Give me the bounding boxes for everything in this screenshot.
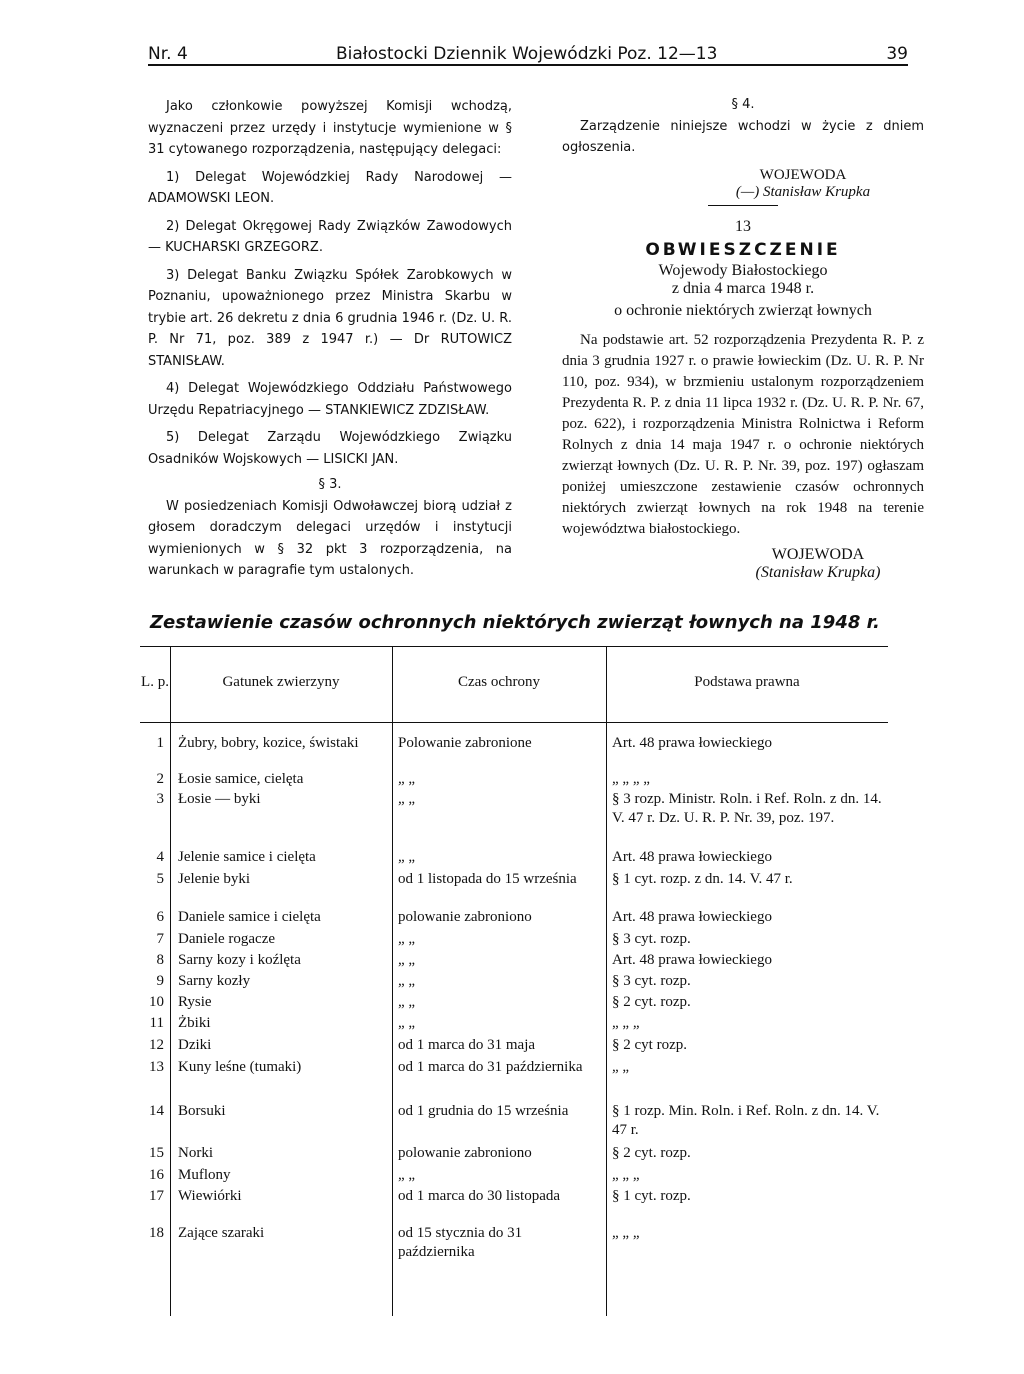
cell-species: Dziki xyxy=(178,1037,212,1053)
cell-lp: 6 xyxy=(156,909,164,925)
cell-lp: 8 xyxy=(156,952,164,968)
cell-period: od 1 grudnia do 15 września xyxy=(398,1103,569,1119)
cell-lp: 2 xyxy=(156,771,164,787)
signature-1-title: WOJEWODA xyxy=(759,166,847,183)
announcement-title: OBWIESZCZENIE xyxy=(645,239,841,260)
cell-lp: 7 xyxy=(156,931,164,947)
cell-lp: 12 xyxy=(149,1037,164,1053)
cell-basis: § 3 cyt. rozp. xyxy=(612,931,691,947)
cell-lp: 18 xyxy=(149,1225,164,1241)
cell-species: Zające szaraki xyxy=(178,1225,265,1241)
cell-period: „ „ xyxy=(398,931,416,947)
col-rule-3 xyxy=(606,646,607,1316)
announcement-body xyxy=(562,330,924,540)
cell-lp: 16 xyxy=(149,1167,164,1183)
delegate-item-4: 4) Delegat Wojewódzkiego Oddziału Państwowego Urzędu Repatriacyjnego — STANKIEWICZ ZDZISŁAW. xyxy=(148,381,512,418)
header-period: Czas ochrony xyxy=(457,674,541,690)
header-rule xyxy=(148,64,908,66)
header-species: Gatunek zwierzyny xyxy=(222,674,340,690)
col-rule-2 xyxy=(392,646,393,1316)
cell-period: „ „ xyxy=(398,973,416,989)
cell-species: Muflony xyxy=(178,1167,231,1183)
cell-species: Sarny kozy i koźlęta xyxy=(178,952,301,968)
section-4-heading: § 4. xyxy=(731,97,755,112)
cell-period: od 1 marca do 30 listopada xyxy=(398,1188,561,1204)
cell-lp: 9 xyxy=(156,973,164,989)
cell-species: Daniele rogacze xyxy=(178,931,276,947)
cell-period: „ „ xyxy=(398,1167,416,1183)
issue-number: Nr. 4 xyxy=(148,44,188,64)
cell-period: od 1 marca do 31 maja xyxy=(398,1037,536,1053)
cell-basis: Art. 48 prawa łowieckiego xyxy=(612,952,772,968)
left-column xyxy=(148,96,512,582)
cell-basis: „ „ „ „ xyxy=(612,771,650,787)
cell-species: Norki xyxy=(178,1145,213,1161)
cell-basis: Art. 48 prawa łowieckiego xyxy=(612,735,772,751)
cell-basis: § 1 cyt. rozp. xyxy=(612,1188,691,1204)
cell-period: „ „ xyxy=(398,952,416,968)
cell-period: Polowanie zabronione xyxy=(398,735,532,751)
signature-1-name: (—) Stanisław Krupka xyxy=(735,183,871,200)
cell-basis: „ „ „ xyxy=(612,1225,640,1241)
cell-species: Sarny kozły xyxy=(178,973,251,989)
cell-species: Żbiki xyxy=(178,1015,211,1031)
announcement-issuer: Wojewody Białostockiego xyxy=(658,261,828,279)
cell-species: Rysie xyxy=(178,994,212,1010)
cell-lp: 15 xyxy=(149,1145,164,1161)
cell-lp: 17 xyxy=(149,1188,164,1204)
cell-period: polowanie zabroniono xyxy=(398,909,532,925)
cell-lp: 3 xyxy=(156,791,164,807)
running-header xyxy=(148,40,908,64)
cell-species: Borsuki xyxy=(178,1103,226,1119)
cell-basis: § 1 rozp. Min. Roln. i Ref. Roln. z dn. 14. V. 47 r. xyxy=(612,1103,880,1138)
separator-rule xyxy=(708,205,778,206)
header-basis: Podstawa prawna xyxy=(694,674,800,690)
announcement-body-text: Na podstawie art. 52 rozporządzenia Prezydenta R. P. z dnia 3 grudnia 1927 r. o prawie łowieckim (Dz. U. R. P. Nr 110, poz. 934), w brzmieniu ustalonym rozporządzeniem Prezydenta R. P. z dnia 11 lipca 1932 r. (Dz. U. R. P. Nr. 67, poz. 622), i rozporządzenia Ministra Rolnictwa i Reform Rolnych z dnia 14 maja 1947 r. o ochronie niektórych zwierząt łownych (Dz. U. R. P. Nr. 39, poz. 197) ogłaszam poniżej umieszczone zestawienie czasów ochronnych niektórych zwierząt łownych na rok 1948 na terenie województwa białostockiego. xyxy=(562,331,924,537)
announcement-number: 13 xyxy=(735,217,751,235)
delegate-item-1: 1) Delegat Wojewódzkiej Rady Narodowej — ADAMOWSKI LEON. xyxy=(148,169,512,206)
col-rule-1 xyxy=(170,646,171,1316)
cell-lp: 13 xyxy=(149,1059,164,1075)
cell-basis: § 2 cyt. rozp. xyxy=(612,994,691,1010)
cell-period: „ „ xyxy=(398,994,416,1010)
table-title: Zestawienie czasów ochronnych niektórych zwierząt łownych na 1948 r. xyxy=(150,612,880,633)
cell-species: Jelenie samice i cielęta xyxy=(178,849,316,865)
cell-period: „ „ xyxy=(398,1015,416,1031)
cell-basis: § 3 cyt. rozp. xyxy=(612,973,691,989)
right-column xyxy=(562,94,924,582)
delegate-item-3: 3) Delegat Banku Związku Spółek Zarobkowych w Poznaniu, upoważnionego przez Ministra Skarbu w trybie art. 26 dekretu z dnia 6 grudnia 1946 r. (Dz. U. R. P. Nr 71, poz. 389 z 1947 r.) — Dr RUTOWICZ STANISŁAW. xyxy=(148,267,512,369)
protection-periods-table xyxy=(140,646,888,1316)
cell-basis: „ „ „ xyxy=(612,1015,640,1031)
cell-basis: „ „ „ xyxy=(612,1167,640,1183)
cell-lp: 14 xyxy=(149,1103,164,1119)
cell-lp: 10 xyxy=(149,994,164,1010)
cell-species: Jelenie byki xyxy=(178,871,251,887)
signature-2-name: (Stanisław Krupka) xyxy=(755,563,881,581)
cell-basis: Art. 48 prawa łowieckiego xyxy=(612,849,772,865)
cell-species: Daniele samice i cielęta xyxy=(178,909,321,925)
page-number: 39 xyxy=(886,44,908,64)
section-4 xyxy=(562,94,924,159)
cell-period: „ „ xyxy=(398,791,416,807)
cell-period: „ „ xyxy=(398,771,416,787)
cell-period: polowanie zabroniono xyxy=(398,1145,532,1161)
delegate-item-2: 2) Delegat Okręgowej Rady Związków Zawodowych — KUCHARSKI GRZEGORZ. xyxy=(148,218,512,255)
section-3-text: W posiedzeniach Komisji Odwoławczej biorą udział z głosem doradczym delegaci urzędów i instytucji wymienionych w § 32 pkt 3 rozporządzenia, na warunkach w paragrafie tym ustalonych. xyxy=(148,498,512,578)
section-3-heading: § 3. xyxy=(318,477,342,492)
cell-lp: 11 xyxy=(149,1015,164,1031)
cell-species: Żubry, bobry, kozice, świstaki xyxy=(178,735,359,751)
cell-basis: § 3 rozp. Ministr. Roln. i Ref. Roln. z dn. 14. V. 47 r. Dz. U. R. P. Nr. 39, poz. 197. xyxy=(612,791,882,826)
cell-lp: 1 xyxy=(156,735,164,751)
cell-lp: 4 xyxy=(156,849,164,865)
intro-paragraph: Jako członkowie powyższej Komisji wchodzą, wyznaczeni przez urzędy i instytucje wymienione w § 31 cytowanego rozporządzenia, następujący delegaci: xyxy=(148,99,512,157)
cell-period: od 15 stycznia do 31 października xyxy=(398,1225,523,1260)
cell-basis: § 2 cyt rozp. xyxy=(612,1037,687,1053)
section-4-text: Zarządzenie niniejsze wchodzi w życie z dniem ogłoszenia. xyxy=(562,118,924,155)
signature-2-title: WOJEWODA xyxy=(771,545,865,563)
delegate-item-5: 5) Delegat Zarządu Wojewódzkiego Związku Osadników Wojskowych — LISICKI JAN. xyxy=(148,430,512,467)
cell-species: Wiewiórki xyxy=(178,1188,242,1204)
cell-species: Łosie — byki xyxy=(178,791,261,807)
cell-period: „ „ xyxy=(398,849,416,865)
table-header-rule xyxy=(140,722,888,723)
cell-basis: Art. 48 prawa łowieckiego xyxy=(612,909,772,925)
announcement-subject: o ochronie niektórych zwierząt łownych xyxy=(614,301,872,319)
table-top-rule xyxy=(140,646,888,647)
cell-basis: § 1 cyt. rozp. z dn. 14. V. 47 r. xyxy=(612,871,793,887)
header-lp: L. p. xyxy=(141,674,169,690)
journal-title: Białostocki Dziennik Wojewódzki Poz. 12—13 xyxy=(336,44,718,64)
cell-period: od 1 listopada do 15 września xyxy=(398,871,577,887)
cell-period: od 1 marca do 31 października xyxy=(398,1059,583,1075)
cell-lp: 5 xyxy=(156,871,164,887)
cell-basis: § 2 cyt. rozp. xyxy=(612,1145,691,1161)
cell-basis: „ „ xyxy=(612,1059,630,1075)
announcement-date: z dnia 4 marca 1948 r. xyxy=(671,279,815,297)
cell-species: Kuny leśne (tumaki) xyxy=(178,1059,302,1075)
cell-species: Łosie samice, cielęta xyxy=(178,771,304,787)
